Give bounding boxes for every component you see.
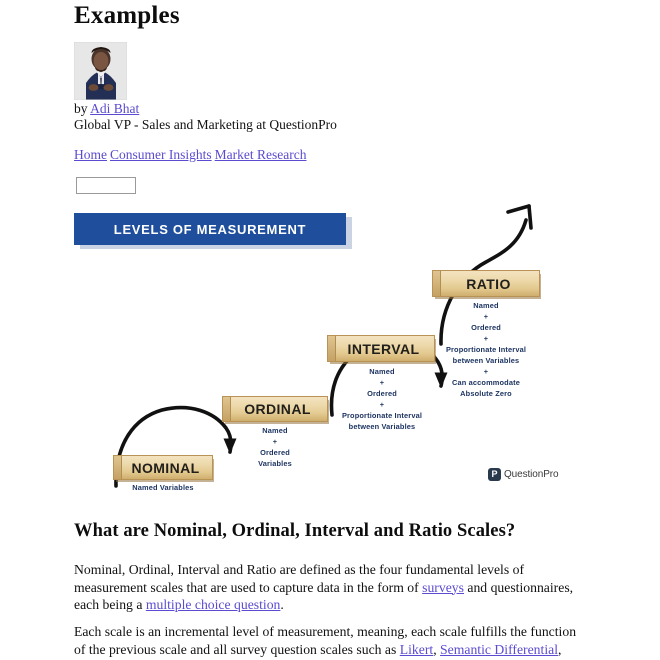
link-surveys[interactable]: surveys xyxy=(422,579,464,595)
banner-label: LEVELS OF MEASUREMENT xyxy=(113,221,307,237)
desc-line: + xyxy=(379,378,385,387)
desc-line: Can accommodate xyxy=(452,378,520,387)
desc-line: Proportionate Interval xyxy=(445,345,527,354)
paragraph-definition xyxy=(74,561,584,614)
paragraph-text: and questionnaires, each being a xyxy=(74,579,574,612)
paragraph-text: Nominal, Ordinal, Interval and Ratio are defined as the four fundamental levels of measurement scales that are used to capture data in the form of xyxy=(74,562,525,595)
desc-line: between Variables xyxy=(348,422,416,431)
breadcrumb-item-market-research[interactable]: Market Research xyxy=(214,147,307,162)
desc-line: Variables xyxy=(258,459,292,468)
levels-of-measurement-infographic xyxy=(74,196,584,506)
desc-line: + xyxy=(483,367,489,376)
questionpro-logo xyxy=(488,468,559,481)
page-title: Examples xyxy=(74,2,180,29)
infographic-banner xyxy=(74,213,346,245)
step-block-ratio xyxy=(432,270,540,297)
desc-line: Ordered xyxy=(471,323,501,332)
step-label-interval: INTERVAL xyxy=(347,340,420,357)
desc-line: Proportionate Interval xyxy=(341,411,423,420)
desc-line: between Variables xyxy=(452,356,520,365)
desc-line: Absolute Zero xyxy=(460,389,512,398)
desc-line: Named xyxy=(473,301,499,310)
author-role: Global VP - Sales and Marketing at QuestionPro xyxy=(74,117,337,132)
step-label-ratio: RATIO xyxy=(466,275,511,292)
step-block-nominal xyxy=(113,455,213,480)
breadcrumb-item-consumer-insights[interactable]: Consumer Insights xyxy=(110,147,212,162)
questionpro-mark-icon: P xyxy=(488,468,501,481)
section-heading: What are Nominal, Ordinal, Interval and Ratio Scales? xyxy=(74,521,516,541)
desc-line: Ordered xyxy=(367,389,397,398)
desc-line: Named xyxy=(369,367,395,376)
paragraph-text: . xyxy=(280,597,284,612)
author-link[interactable]: Adi Bhat xyxy=(90,101,140,116)
paragraph-incremental xyxy=(74,623,584,658)
byline xyxy=(74,101,139,117)
desc-line: Ordered xyxy=(260,448,290,457)
step-block-interval xyxy=(327,335,435,362)
step-desc-nominal xyxy=(108,482,218,493)
step-block-ordinal xyxy=(222,396,328,422)
arrowhead-top xyxy=(508,206,531,228)
paragraph-text: Each scale is an incremental level of measurement, meaning, each scale fulfills the function of the previous scale and all survey question scales such as xyxy=(74,624,577,657)
step-label-nominal: NOMINAL xyxy=(131,459,200,476)
desc-line: Named xyxy=(262,426,288,435)
search-input[interactable] xyxy=(76,177,136,194)
desc-line: + xyxy=(379,400,385,409)
byline-prefix: by xyxy=(74,101,88,116)
avatar xyxy=(74,42,127,100)
link-multiple-choice-question[interactable]: multiple choice question xyxy=(145,597,281,612)
link-semantic-differential[interactable]: Semantic Differential xyxy=(440,641,558,657)
desc-line: + xyxy=(272,437,278,446)
desc-line: + xyxy=(483,312,489,321)
step-desc-ratio xyxy=(424,300,548,399)
breadcrumb-item-home[interactable]: Home xyxy=(74,147,107,162)
step-desc-ordinal xyxy=(220,425,330,469)
questionpro-wordmark: QuestionPro xyxy=(504,469,559,480)
paragraph-text: , xyxy=(433,641,441,657)
breadcrumb xyxy=(74,147,309,163)
paragraph-text: , xyxy=(558,641,562,657)
author-photo-icon xyxy=(74,42,127,100)
desc-line: Named Variables xyxy=(132,483,194,492)
desc-line: + xyxy=(483,334,489,343)
link-likert[interactable]: Likert xyxy=(399,641,434,657)
step-label-ordinal: ORDINAL xyxy=(244,401,311,417)
